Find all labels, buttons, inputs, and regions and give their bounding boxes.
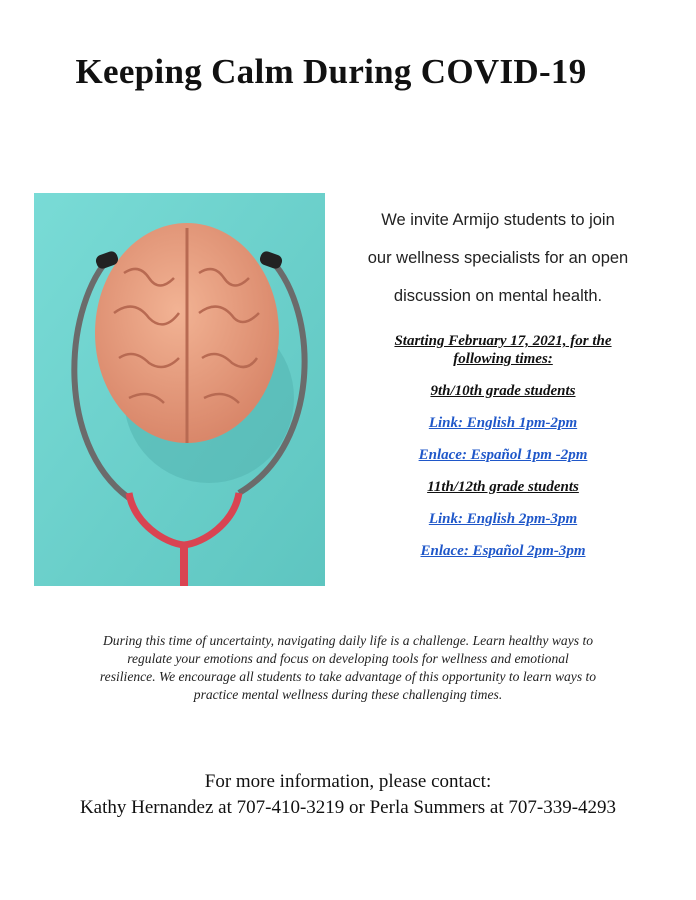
link-english-11-12[interactable]: Link: English 2pm-3pm — [428, 511, 578, 527]
schedule-heading-line: following times: — [453, 351, 553, 367]
intro-text — [330, 203, 666, 317]
schedule-heading-line: Starting February 17, 2021, for the — [394, 333, 612, 349]
body-line: practice mental wellness during these challenging times. — [193, 687, 503, 702]
intro-line: discussion on mental health. — [393, 287, 603, 305]
link-spanish-9-10[interactable]: Enlace: Español 1pm -2pm — [418, 447, 588, 463]
schedule-heading — [345, 332, 661, 368]
intro-line: We invite Armijo students to join — [381, 211, 615, 229]
body-line: resilience. We encourage all students to take advantage of this opportunity to learn ways to — [99, 669, 597, 684]
grade-group-11-12: 11th/12th grade students — [427, 479, 579, 495]
page-title: Keeping Calm During COVID-19 — [75, 52, 587, 91]
contact-line: Kathy Hernandez at 707-410-3219 or Perla Summers at 707-339-4293 — [79, 797, 617, 818]
contact-line: For more information, please contact: — [204, 771, 492, 792]
link-spanish-11-12[interactable]: Enlace: Español 2pm-3pm — [420, 543, 586, 559]
link-english-9-10[interactable]: Link: English 1pm-2pm — [428, 415, 578, 431]
brain-stethoscope-image — [34, 193, 325, 586]
grade-group-9-10: 9th/10th grade students — [430, 383, 576, 399]
body-line: regulate your emotions and focus on developing tools for wellness and emotional — [127, 651, 569, 666]
body-paragraph — [34, 632, 662, 704]
intro-line: our wellness specialists for an open — [367, 249, 629, 267]
body-line: During this time of uncertainty, navigating daily life is a challenge. Learn healthy ways to — [102, 633, 594, 648]
brain-stethoscope-icon — [34, 193, 325, 586]
contact-info — [0, 769, 696, 821]
schedule — [345, 332, 661, 574]
